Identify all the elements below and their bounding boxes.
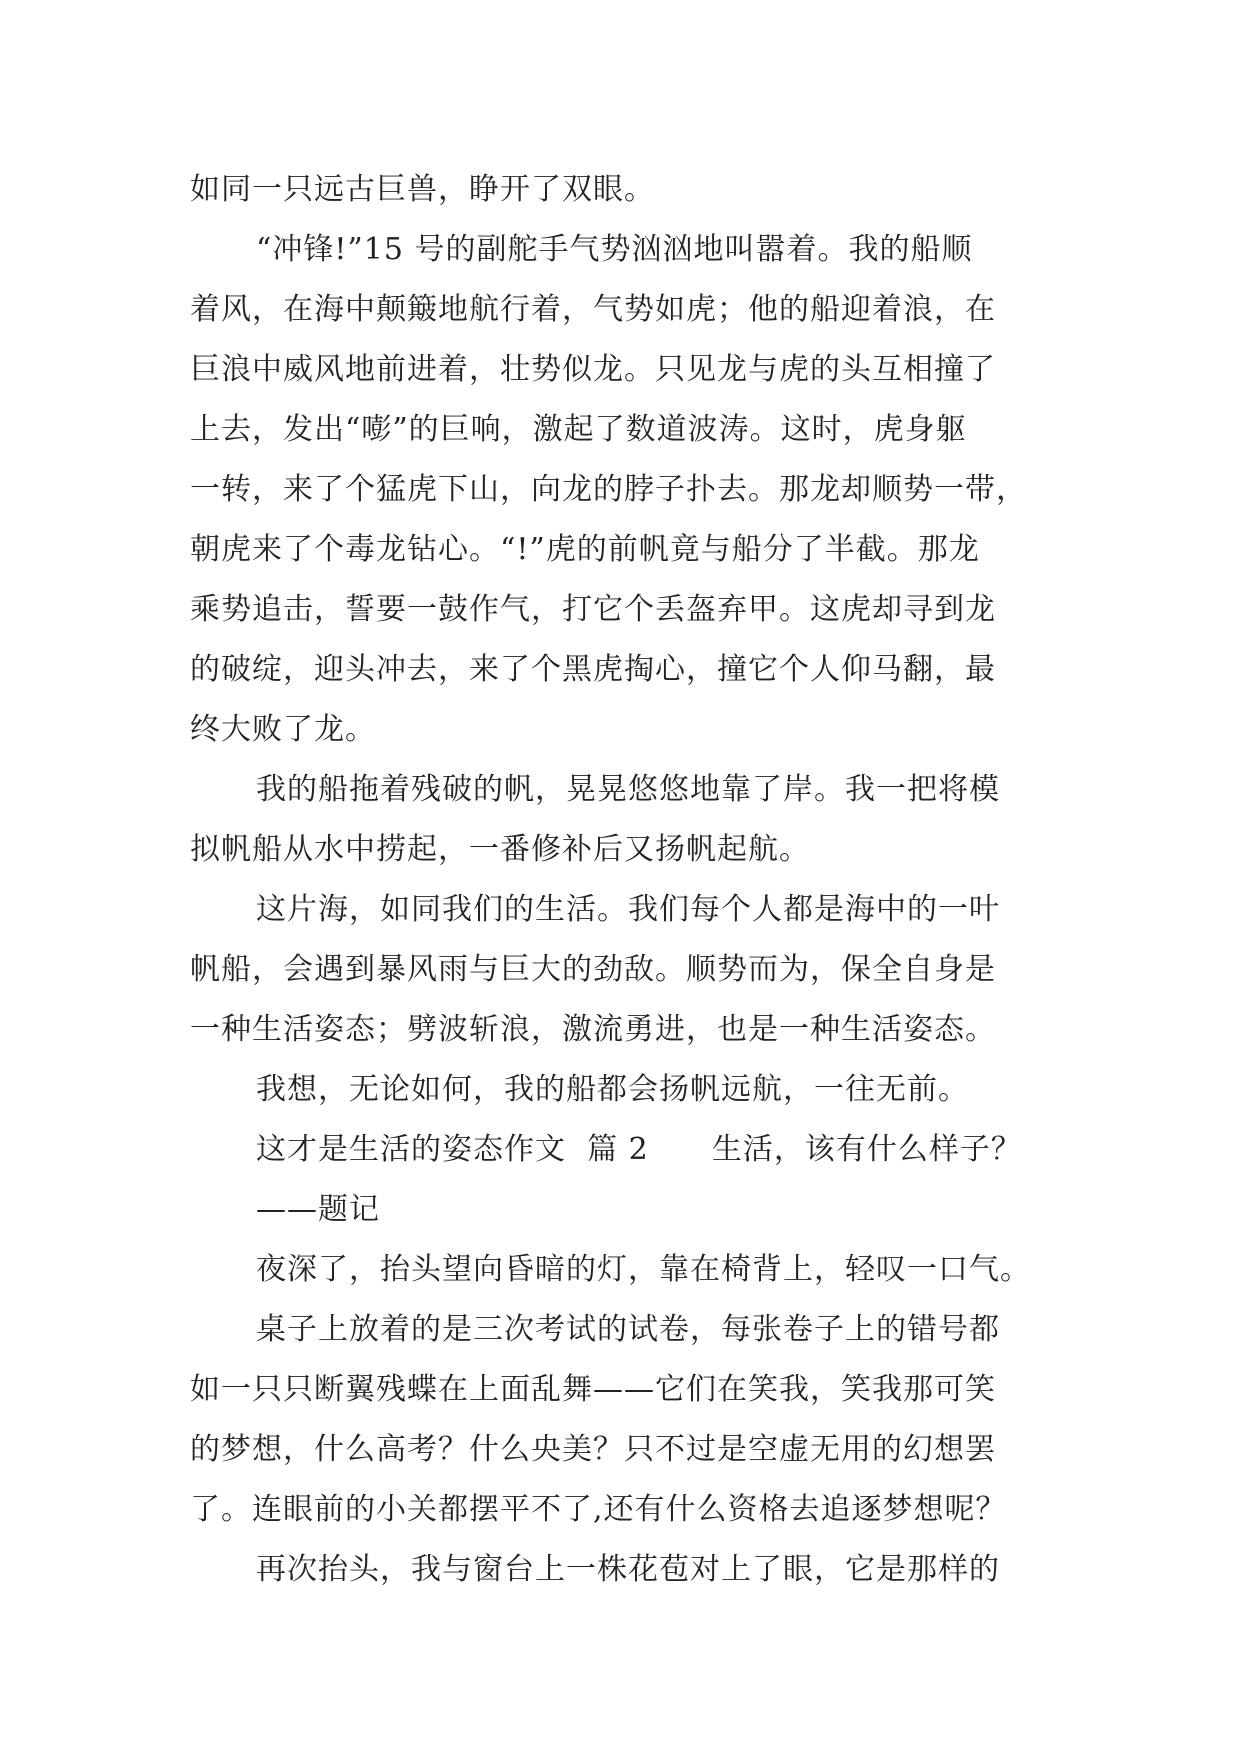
text-line: 再次抬头，我与窗台上一株花苞对上了眼，它是那样的 [256,1552,1000,1587]
text-line: 的梦想，什么高考？什么央美？只不过是空虚无用的幻想罢 [190,1432,996,1467]
text-line: 终大败了龙。 [190,712,376,747]
text-line: 如同一只远古巨兽，睁开了双眼。 [190,172,655,207]
text-line: 朝虎来了个毒龙钻心。“!”虎的前帆竟与船分了半截。那龙 [190,532,980,567]
text-line: 一转，来了个猛虎下山，向龙的脖子扑去。那龙却顺势一带， [190,472,1027,507]
essay-text [190,160,1060,1600]
text-line: 我想，无论如何，我的船都会扬帆远航，一往无前。 [256,1072,969,1107]
text-line: 了。连眼前的小关都摆平不了,还有什么资格去追逐梦想呢？ [190,1492,1007,1527]
text-line: ——题记 [256,1192,380,1227]
text-line: 着风，在海中颠簸地航行着，气势如虎；他的船迎着浪，在 [190,292,996,327]
text-line: 这片海，如同我们的生活。我们每个人都是海中的一叶 [256,892,1000,927]
text-line: 乘势追击，誓要一鼓作气，打它个丢盔弃甲。这虎却寻到龙 [190,592,996,627]
text-line: 一种生活姿态；劈波斩浪，激流勇进，也是一种生活姿态。 [190,1012,996,1047]
text-line: 拟帆船从水中捞起，一番修补后又扬帆起航。 [190,832,810,867]
text-line: 桌子上放着的是三次考试的试卷，每张卷子上的错号都 [256,1312,1000,1347]
text-line: 上去，发出“嘭”的巨响，激起了数道波涛。这时，虎身躯 [190,412,967,447]
text-line: “冲锋!”15 号的副舵手气势汹汹地叫嚣着。我的船顺 [256,232,973,267]
text-line: 帆船，会遇到暴风雨与巨大的劲敌。顺势而为，保全自身是 [190,952,996,987]
text-line: 我的船拖着残破的帆，晃晃悠悠地靠了岸。我一把将模 [256,772,1000,807]
text-line: 的破绽，迎头冲去，来了个黑虎掏心，撞它个人仰马翻，最 [190,652,996,687]
text-line: 夜深了，抬头望向昏暗的灯，靠在椅背上，轻叹一口气。 [256,1252,1031,1287]
text-line: 如一只只断翼残蝶在上面乱舞——它们在笑我，笑我那可笑 [190,1372,996,1407]
text-line: 这才是生活的姿态作文 篇 2 生活，该有什么样子？ [256,1132,1022,1167]
text-line: 巨浪中威风地前进着，壮势似龙。只见龙与虎的头互相撞了 [190,352,996,387]
